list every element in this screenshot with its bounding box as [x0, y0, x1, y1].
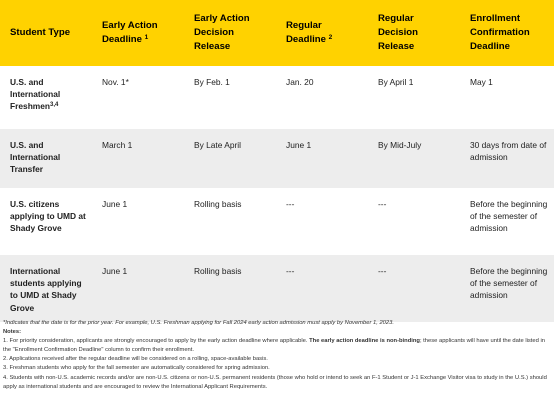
header-enrollment-deadline: Enrollment Confirmation Deadline: [470, 13, 530, 52]
note-1: 1. For priority consideration, applicants are strongly encouraged to apply by the early action deadline where applicable. The early action deadline is non-binding; these applicants will have until the date listed in the "Enrollment Confirmation Deadline" column to confirm their enrollment.: [3, 338, 545, 354]
cell-ea-release: By Late April: [194, 140, 242, 150]
cell-reg-release: By Mid-July: [378, 140, 422, 150]
cell-student-type: U.S. and International Freshmen$^{3,4}$: [10, 77, 61, 112]
cell-enroll-deadline: 30 days from date of admission: [470, 140, 547, 163]
header-regular-release: Regular Decision Release: [378, 13, 418, 52]
cell-ea-deadline: Nov. 1*: [102, 77, 129, 87]
cell-enroll-deadline: May 1: [470, 77, 493, 87]
note-4: 4. Students with non-U.S. academic records and/or are non-U.S. citizens or non-U.S. permanent residents (those who hold or intend to seek an F-1 Student or J-1 Exchange Visitor visa to study in the U.S.) should apply as international students and are encouraged to review the International Applicant Requirements.: [3, 374, 547, 390]
notes-heading: Notes:: [3, 329, 22, 336]
footnote-ref-1: 1: [144, 34, 149, 41]
table-header: [0, 0, 554, 66]
cell-reg-deadline: ---: [286, 266, 295, 276]
cell-ea-deadline: June 1: [102, 199, 128, 209]
cell-ea-release: By Feb. 1: [194, 77, 230, 87]
header-early-action-deadline: Early Action Deadline $^1$: [102, 20, 158, 45]
cell-enroll-deadline: Before the beginning of the semester of admission: [470, 199, 548, 234]
cell-ea-release: Rolling basis: [194, 266, 242, 276]
table-row: [0, 188, 554, 255]
cell-enroll-deadline: Before the beginning of the semester of admission: [470, 266, 548, 301]
cell-ea-deadline: June 1: [102, 266, 128, 276]
header-row: [0, 0, 554, 66]
notes-section: [3, 319, 551, 392]
cell-ea-release: Rolling basis: [194, 199, 242, 209]
header-student-type: Student Type: [10, 27, 71, 39]
note-3: 3. Freshman students who apply for the fall semester are automatically considered for spring admission.: [3, 365, 270, 372]
cell-reg-deadline: Jan. 20: [286, 77, 314, 87]
cell-reg-deadline: ---: [286, 199, 295, 209]
table-row: [0, 66, 554, 129]
table-row: [0, 129, 554, 188]
cell-student-type: U.S. citizens applying to UMD at Shady Grove: [10, 199, 86, 234]
table-row: [0, 255, 554, 322]
header-regular-deadline: Regular Deadline $^2$: [286, 20, 333, 45]
note-2: 2. Applications received after the regular deadline will be considered on a rolling, space-available basis.: [3, 356, 268, 363]
cell-reg-release: By April 1: [378, 77, 414, 87]
asterisk-note: *Indicates that the date is for the prior year. For example, U.S. Freshman applying for Fall 2024 early action admission must apply by November 1, 2023.: [3, 320, 394, 326]
footnote-ref-2: 2: [328, 34, 333, 41]
cell-reg-release: ---: [378, 266, 387, 276]
cell-reg-deadline: June 1: [286, 140, 312, 150]
header-early-action-release: Early Action Decision Release: [194, 13, 250, 52]
cell-student-type: U.S. and International Transfer: [10, 140, 61, 175]
cell-student-type: International students applying to UMD at Shady Grove: [10, 266, 82, 313]
cell-ea-deadline: March 1: [102, 140, 133, 150]
cell-reg-release: ---: [378, 199, 387, 209]
